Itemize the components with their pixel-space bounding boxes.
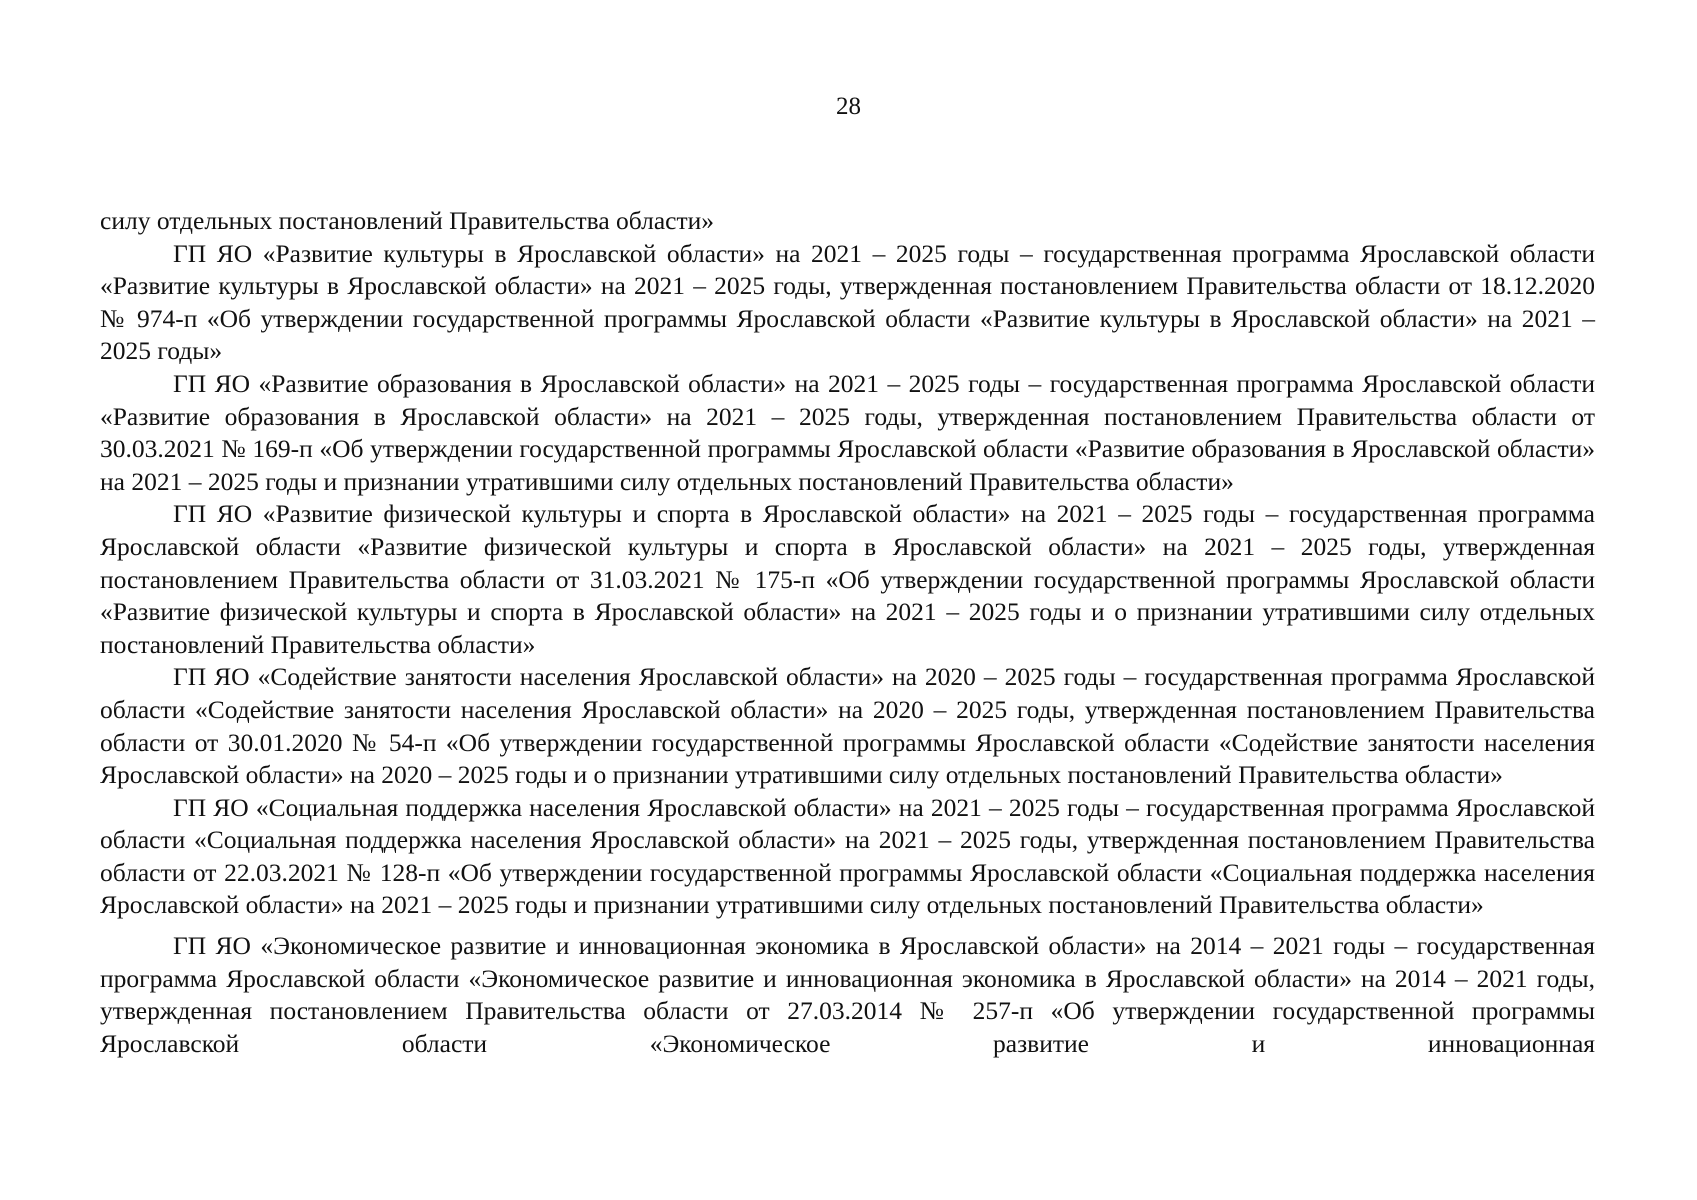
paragraph-culture-program: ГП ЯО «Развитие культуры в Ярославской области» на 2021 – 2025 годы – государственная программа Ярославской области «Развитие культуры в Ярославской области» на 2021 – 2025 годы, утвержденная постановлением Правительства области от 18.12.2020 № 974-п «Об утверждении государственной программы Ярославской области «Развитие культуры в Ярославской области» на 2021 – 2025 годы» [100, 238, 1595, 366]
paragraph-continuation: силу отдельных постановлений Правительства области» [100, 206, 715, 235]
paragraph-economic-program: ГП ЯО «Экономическое развитие и инновационная экономика в Ярославской области» на 2014 – 2021 годы – государственная программа Ярославской области «Экономическое развитие и инновационная экономика в Ярославской области» на 2014 – 2021 годы, утвержденная постановлением Правительства области от 27.03.2014 № 257-п «Об утверждении государственной программы Ярославской области «Экономическое развитие и инновационная [100, 931, 1595, 1058]
paragraph-employment-program: ГП ЯО «Содействие занятости населения Ярославской области» на 2020 – 2025 годы – государственная программа Ярославской области «Содействие занятости населения Ярославской области» на 2020 – 2025 годы, утвержденная постановлением Правительства области от 30.01.2020 № 54-п «Об утверждении государственной программы Ярославской области «Содействие занятости населения Ярославской области» на 2020 – 2025 годы и о признании утратившими силу отдельных постановлений Правительства области» [100, 662, 1595, 790]
paragraph-education-program: ГП ЯО «Развитие образования в Ярославской области» на 2021 – 2025 годы – государственная программа Ярославской области «Развитие образования в Ярославской области» на 2021 – 2025 годы, утвержденная постановлением Правительства области от 30.03.2021 № 169-п «Об утверждении государственной программы Ярославской области «Развитие образования в Ярославской области» на 2021 – 2025 годы и признании утратившими силу отдельных постановлений Правительства области» [100, 368, 1595, 496]
document-body [100, 205, 1595, 1060]
page-number: 28 [836, 93, 861, 120]
paragraph-sport-program: ГП ЯО «Развитие физической культуры и спорта в Ярославской области» на 2021 – 2025 годы – государственная программа Ярославской области «Развитие физической культуры и спорта в Ярославской области» на 2021 – 2025 годы, утвержденная постановлением Правительства области от 31.03.2021 № 175-п «Об утверждении государственной программы Ярославской области «Развитие физической культуры и спорта в Ярославской области» на 2021 – 2025 годы и о признании утратившими силу отдельных постановлений Правительства области» [100, 499, 1595, 659]
paragraph-social-support-program: ГП ЯО «Социальная поддержка населения Ярославской области» на 2021 – 2025 годы – государственная программа Ярославской области «Социальная поддержка населения Ярославской области» на 2021 – 2025 годы, утвержденная постановлением Правительства области от 22.03.2021 № 128-п «Об утверждении государственной программы Ярославской области «Социальная поддержка населения Ярославской области» на 2021 – 2025 годы и признании утратившими силу отдельных постановлений Правительства области» [100, 792, 1595, 920]
